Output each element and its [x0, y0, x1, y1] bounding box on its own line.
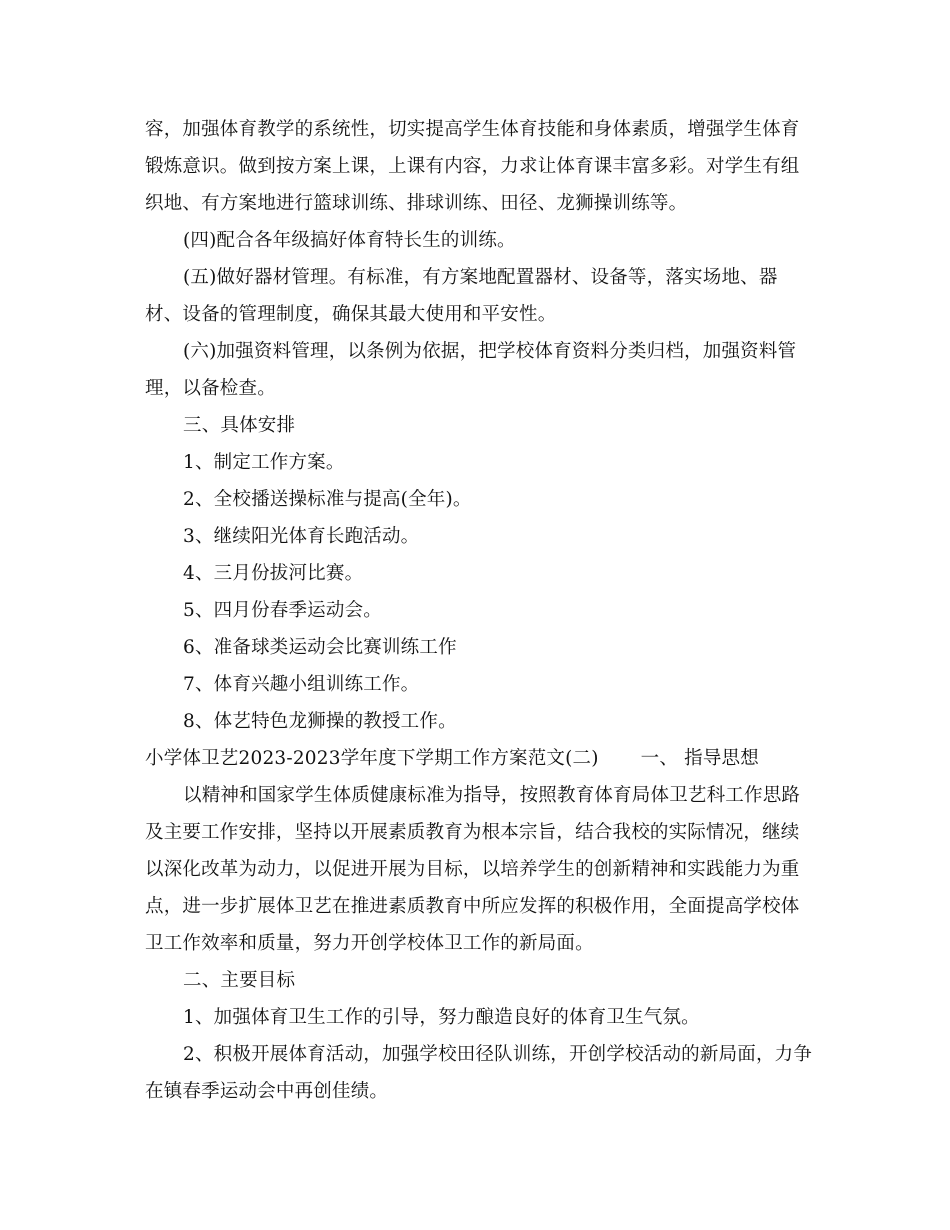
list-item: 5、四月份春季运动会。 [183, 600, 382, 621]
list-item: (六)加强资料管理，以条例为依据，把学校体育资料分类归档，加强资料管 [183, 341, 797, 362]
paragraph-line: 容，加强体育教学的系统性，切实提高学生体育技能和身体素质，增强学生体育 [145, 119, 800, 140]
list-item: 4、三月份拔河比赛。 [183, 563, 364, 584]
list-item: 1、加强体育卫生工作的引导，努力酿造良好的体育卫生气氛。 [183, 1007, 700, 1028]
list-item: 6、准备球类运动会比赛训练工作 [183, 637, 457, 658]
list-item: 7、体育兴趣小组训练工作。 [183, 674, 420, 695]
document-title: 小学体卫艺2023-2023学年度下学期工作方案范文(二) [145, 748, 599, 769]
paragraph-line: 锻炼意识。做到按方案上课，上课有内容，力求让体育课丰富多彩。对学生有组 [145, 156, 800, 177]
paragraph-line: 卫工作效率和质量，努力开创学校体卫工作的新局面。 [145, 933, 594, 954]
paragraph-line: 理，以备检查。 [145, 378, 276, 399]
list-item: 2、积极开展体育活动，加强学校田径队训练，开创学校活动的新局面，力争 [183, 1044, 813, 1065]
section-heading: 一、 指导思想 [640, 748, 759, 769]
list-item: 3、继续阳光体育长跑活动。 [183, 526, 420, 547]
list-item: 1、制定工作方案。 [183, 452, 345, 473]
paragraph-line: 以精神和国家学生体质健康标准为指导，按照教育体育局体卫艺科工作思路 [183, 785, 801, 806]
paragraph-line: 点，进一步扩展体卫艺在推进素质教育中所应发挥的积极作用，全面提高学校体 [145, 896, 800, 917]
list-item: (四)配合各年级搞好体育特长生的训练。 [183, 230, 516, 251]
list-item: (五)做好器材管理。有标准，有方案地配置器材、设备等，落实场地、器 [183, 267, 778, 288]
list-item: 2、全校播送操标准与提高(全年)。 [183, 489, 472, 510]
paragraph-line: 材、设备的管理制度，确保其最大使用和平安性。 [145, 304, 557, 325]
section-heading: 三、具体安排 [183, 415, 296, 436]
document-title-row [145, 747, 759, 771]
paragraph-line: 织地、有方案地进行篮球训练、排球训练、田径、龙狮操训练等。 [145, 193, 688, 214]
paragraph-line: 在镇春季运动会中再创佳绩。 [145, 1081, 389, 1102]
list-item: 8、体艺特色龙狮操的教授工作。 [183, 711, 457, 732]
paragraph-line: 及主要工作安排，坚持以开展素质教育为根本宗旨，结合我校的实际情况，继续 [145, 822, 800, 843]
paragraph-line: 以深化改革为动力，以促进开展为目标，以培养学生的创新精神和实践能力为重 [145, 859, 800, 880]
section-heading: 二、主要目标 [183, 970, 296, 991]
